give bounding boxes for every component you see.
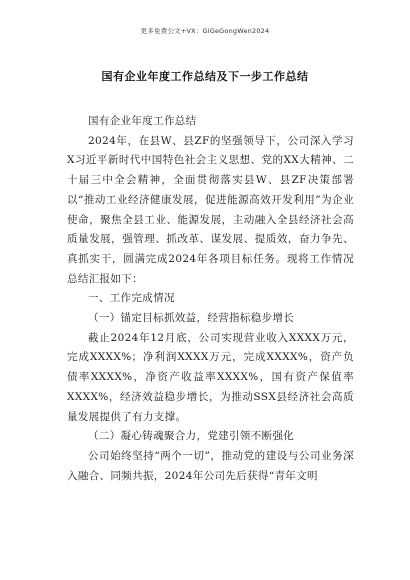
subsection-heading: （二）凝心铸魂聚合力，党建引领不断强化 bbox=[88, 430, 295, 443]
section-heading: 一、工作完成情况 bbox=[88, 292, 175, 305]
body-paragraph: 截止2024年12月底，公司实现营业收入XXXX万元，完成XXXX%；净利润XXXX万元，完成XXXX%，资产负债率XXXX%，净资产收益率XXXX%，国有资产保值率XXXX%，经济效益稳步增长，为推动SSX县经济社会高质量发展提供了有力支撑。 bbox=[67, 331, 354, 423]
intro-paragraph: 2024年，在县W、县ZF的坚强领导下，公司深入学习X习近平新时代中国特色社会主义思想、党的XX大精神、二十届三中全会精神，全面贯彻落实县W、县ZF决策部署以“推动工业经济健康发展，促进能源高效开发利用”为企业使命，聚焦全县工业、能源发展，主动融入全县经济社会高质量发展，强管理、抓改革、谋发展、提质效，奋力争先、真抓实干，圆满完成2024年各项目标任务。现将工作情况总结汇报如下： bbox=[67, 134, 354, 285]
header-note: 更多免费公文+VX：GiGeGongWen2024 bbox=[140, 27, 270, 35]
document-body bbox=[67, 112, 354, 486]
document-title: 国有企业年度工作总结及下一步工作总结 bbox=[101, 70, 309, 83]
section-heading: 国有企业年度工作总结 bbox=[88, 115, 197, 127]
subsection-heading: （一）锚定目标抓效益，经营指标稳步增长 bbox=[88, 312, 295, 325]
body-paragraph: 公司始终坚持“两个一切”，推动党的建设与公司业务深入融合、同频共振，2024年公司先后获得“青年文明 bbox=[67, 449, 354, 482]
